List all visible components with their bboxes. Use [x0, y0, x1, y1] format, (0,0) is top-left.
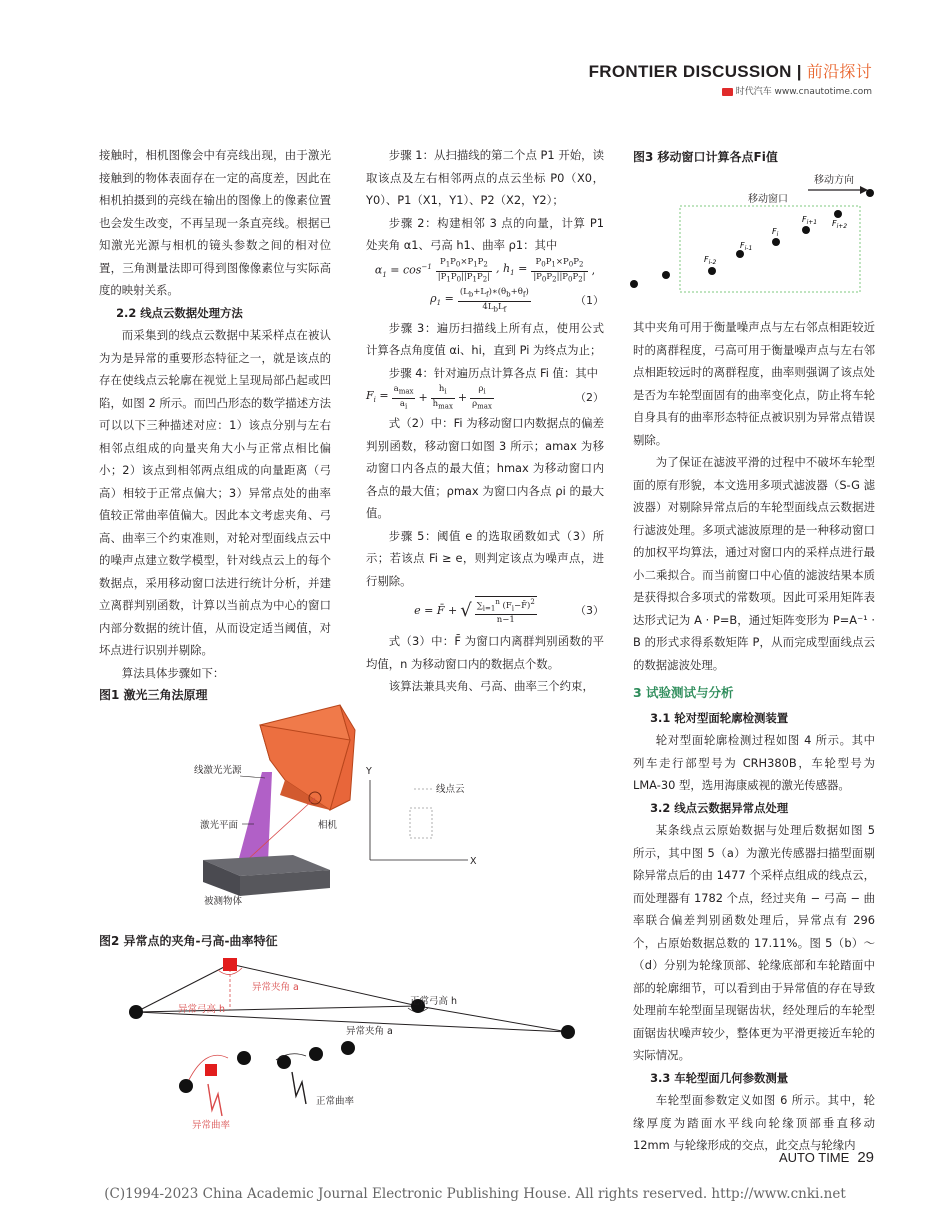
fig2-n-curv: 正常曲率 [316, 1096, 355, 1107]
point [309, 1047, 323, 1061]
point [561, 1025, 575, 1039]
paragraph: 车轮型面参数定义如图 6 所示。其中，轮缘厚度为踏面水平线向轮缘顶部垂直移动 12mm 与轮缘形成的交点，此交点与轮缘内 [633, 1093, 875, 1152]
figure-2-title: 图2 异常点的夹角-弓高-曲率特征 [99, 934, 278, 948]
step-2: 步骤 2：构建相邻 3 点的向量，计算 P1 处夹角 α1、弓高 h1、曲率 ρ1：其中 [366, 215, 604, 252]
label-fi+2: $F_{i+2}$ [832, 219, 848, 230]
section-heading-3-3: 3.3 车轮型面几何参数测量 [650, 1070, 789, 1085]
point [129, 1005, 143, 1019]
section-heading-2-2: 2.2 线点云数据处理方法 [116, 305, 243, 320]
point [708, 267, 716, 275]
fig2-n-angle: 异常夹角 a [346, 1026, 393, 1037]
figure-2-anomaly-features [120, 950, 590, 1131]
point [237, 1051, 251, 1065]
fig2-ab-angle: 异常夹角 a [252, 982, 299, 993]
figure-3-title: 图3 移动窗口计算各点Fi值 [633, 150, 778, 164]
figure-3-moving-window [620, 168, 880, 298]
figure-1-title: 图1 激光三角法原理 [99, 688, 208, 702]
copyright-notice: (C)1994-2023 China Academic Journal Electronic Publishing House. All rights reserved. http://www.cnki.net [104, 1186, 846, 1202]
fig2-ab-curv: 异常曲率 [192, 1120, 231, 1131]
step-4: 步骤 4：针对遍历点计算各点 Fi 值：其中 [388, 365, 599, 380]
fig1-cloud-label: 线点云 [436, 784, 465, 795]
label-fi+1: $F_{i+1}$ [802, 215, 818, 226]
paragraph: 该算法兼具夹角、弓高、曲率三个约束， [388, 679, 594, 693]
point [662, 271, 670, 279]
column-left [99, 144, 331, 684]
point [866, 189, 874, 197]
label-fi-2: $F_{i-2}$ [704, 255, 717, 266]
journal-site: 时代汽车 www.cnautotime.com [722, 84, 872, 97]
label-fi-1: $F_{i-1}$ [740, 241, 753, 252]
column-right [633, 316, 875, 1157]
anomaly-point [223, 958, 237, 971]
equation-3: e = F̄ + √ $\frac{\sum_{i=1}^n (F_i-F̄)^2}{n-1}$ （3） [414, 597, 604, 626]
fig3-window-label: 移动窗口 [748, 194, 788, 205]
journal-section-title: FRONTIER DISCUSSION | 前沿探讨 [588, 62, 872, 81]
fig2-ab-bow: 异常弓高 h [178, 1004, 226, 1015]
fig1-y-label: Y [366, 766, 372, 777]
point [834, 210, 842, 218]
point [736, 250, 744, 258]
point [179, 1079, 193, 1093]
column-middle [366, 144, 604, 698]
step-3: 步骤 3：遍历扫描线上所有点，使用公式计算各点角度值 αi、hi，直到 Pi 为终点为止； [366, 320, 604, 357]
fig1-laser-label: 线激光光源 [194, 765, 242, 776]
section-heading-3: 3 试验测试与分析 [633, 685, 734, 700]
fig3-direction-label: 移动方向 [814, 175, 854, 186]
point-cloud-trace [410, 808, 432, 838]
anomaly-arrow-icon [208, 1084, 222, 1116]
point [802, 226, 810, 234]
step-5-note: 式（3）中：F̄ 为窗口内离群判别函数的平均值，n 为移动窗口内的数据点个数。 [366, 634, 604, 671]
point [341, 1041, 355, 1055]
footer-brand: AUTO TIME 29 [779, 1149, 874, 1166]
mail-icon [722, 88, 733, 96]
section-heading-3-2: 3.2 线点云数据异常点处理 [650, 800, 789, 815]
normal-arrow-icon [292, 1072, 306, 1104]
paragraph: 某条线点云原始数据与处理后数据如图 5 所示，其中图 5（a）为激光传感器扫描型面剔除异常点后的由 1477 个采样点组成的线点云，而处理器有 1782 个点，经过夹角 − 弓高 − 曲率联合偏差判别函数处理后，异常点有 296 个，占原始数据总数的 17.11%。图 5（b）～（d）分别为轮缘顶部、轮缘底部和车轮踏面中部的轮廓细节，可以看到由于异常值的存在导致处理前车轮型面呈现锯齿状，经处理后的车轮型面锯齿状噪声较少，整体更为平滑更接近车轮的实际情况。 [633, 823, 875, 1062]
fig1-plane-label: 激光平面 [200, 820, 239, 831]
point [630, 280, 638, 288]
paragraph: 而采集到的线点云数据中某采样点在被认为为是异常的重要形态特征之一，就是该点的存在使线点云轮廓在视觉上呈现局部凸起或凹陷，如图 2 所示。而凹凸形态的数学描述方法可以以下三种描述对应：1）该点分别与左右相邻点组成的向量夹角大小与正常点相比偏小；2）该点到相邻两点组成的向量距离（弓高）相较于正常点偏大；3）异常点处的曲率值较正常曲率值偏大。因此本文考虑夹角、弓高、曲率三个约束准则，对轮对型面线点云中的噪声点建立数学模型，针对线点云上的每个数据点，采用移动窗口法进行统计分析，并建立离群判别函数，计算以当前点为中心的窗口内部分数据的统计值，从而设定适当阈值，对坏点进行识别并剔除。 [99, 328, 331, 657]
step-1: 步骤 1：从扫描线的第二个点 P1 开始，读取该点及左右相邻两点的点云坐标 P0（X0，Y0）、P1（X1，Y1）、P2（X2，Y2）； [366, 148, 604, 207]
paragraph: 为了保证在滤波平滑的过程中不破坏车轮型面的原有形貌，本文选用多项式滤波器（S-G 滤波器）对剔除异常点后的车轮型面线点云数据进行滤波处理。多项式滤波原理的是一种移动窗口的加权平均算法，通过对窗口内的采样点进行最小二乘拟合。而当前窗口中心值的滤波结果本质是获得拟合多项式的常数项。因此可采用矩阵表达形式记为 A · P=B，通过矩阵变形为 P=A⁻¹ · B 的形式求得系数矩阵 P，从而完成型面线点云的数据滤波处理。 [633, 455, 875, 672]
label-fi: $F_i$ [772, 227, 779, 238]
paragraph: 轮对型面轮廓检测过程如图 4 所示。其中列车走行部型号为 CRH380B，车轮型号为 LMA-30 型，选用海康威视的激光传感器。 [633, 733, 875, 792]
paragraph: 接触时，相机图像会中有亮线出现，由于激光接触到的物体表面存在一定的高度差，因此在相机拍摄到的亮线在输出的图像上的像素位置也会发生改变，不再呈现一条直亮线。根据已知激光光源与相机的镜头参数之间的相对位置，三角测量法即可得到图像像素位与实际高度的映射关系。 [99, 148, 331, 297]
step-5: 步骤 5：阈值 e 的选取函数如式（3）所示；若该点 Fi ≥ e，则判定该点为噪声点，进行剔除。 [366, 528, 604, 588]
point [277, 1055, 291, 1069]
fig1-object-label: 被测物体 [204, 896, 243, 907]
page-number: 29 [857, 1149, 874, 1166]
section-heading-3-1: 3.1 轮对型面轮廓检测装置 [650, 710, 789, 725]
paragraph: 算法具体步骤如下： [121, 665, 225, 680]
equation-2: $F_i$ = $\frac{a_{max}}{a_i}$ + $\frac{h_i}{h_{max}}$ + $\frac{\rho_i}{\rho_{max}}$ （2） [366, 383, 604, 411]
laser-beam [238, 772, 272, 862]
equation-1: $\alpha_1 = \cos^{-1}$ $\frac{P_1P_0\times P_1P_2}{|P_1P_0||P_1P_2|}$ , $h_1$ = $\frac{P_0P_1\times P_0P_2}{|P_0P_2||P_0P_2|}$ , $\rho_1$ = $\frac{(L_b+L_f)∗(\theta_b+\theta_f)}{4L_bL_f}$ （1） [374, 257, 604, 314]
fig1-x-label: X [470, 856, 477, 867]
figure-1-laser-triangulation [190, 700, 530, 910]
anomaly-point [205, 1064, 217, 1076]
point [772, 238, 780, 246]
fig2-n-bow: 正常弓高 h [410, 996, 458, 1007]
step-4-note: 式（2）中：Fi 为移动窗口内数据点的偏差判别函数，移动窗口如图 3 所示；amax 为移动窗口内各点的最大值；hmax 为移动窗口内各点的最大值；ρmax 为窗口内各点 ρi 的最大值。 [366, 416, 604, 520]
fig1-camera-label: 相机 [318, 820, 338, 831]
paragraph: 其中夹角可用于衡量噪声点与左右邻点相距较近时的离群程度，弓高可用于衡量噪声点与左右邻点相距较远时的离群程度，曲率则强调了该点处是否为车轮型面固有的曲率变化点，防止将车轮自身具有的曲率形态特征点被识别为异常点错误剔除。 [633, 320, 875, 447]
